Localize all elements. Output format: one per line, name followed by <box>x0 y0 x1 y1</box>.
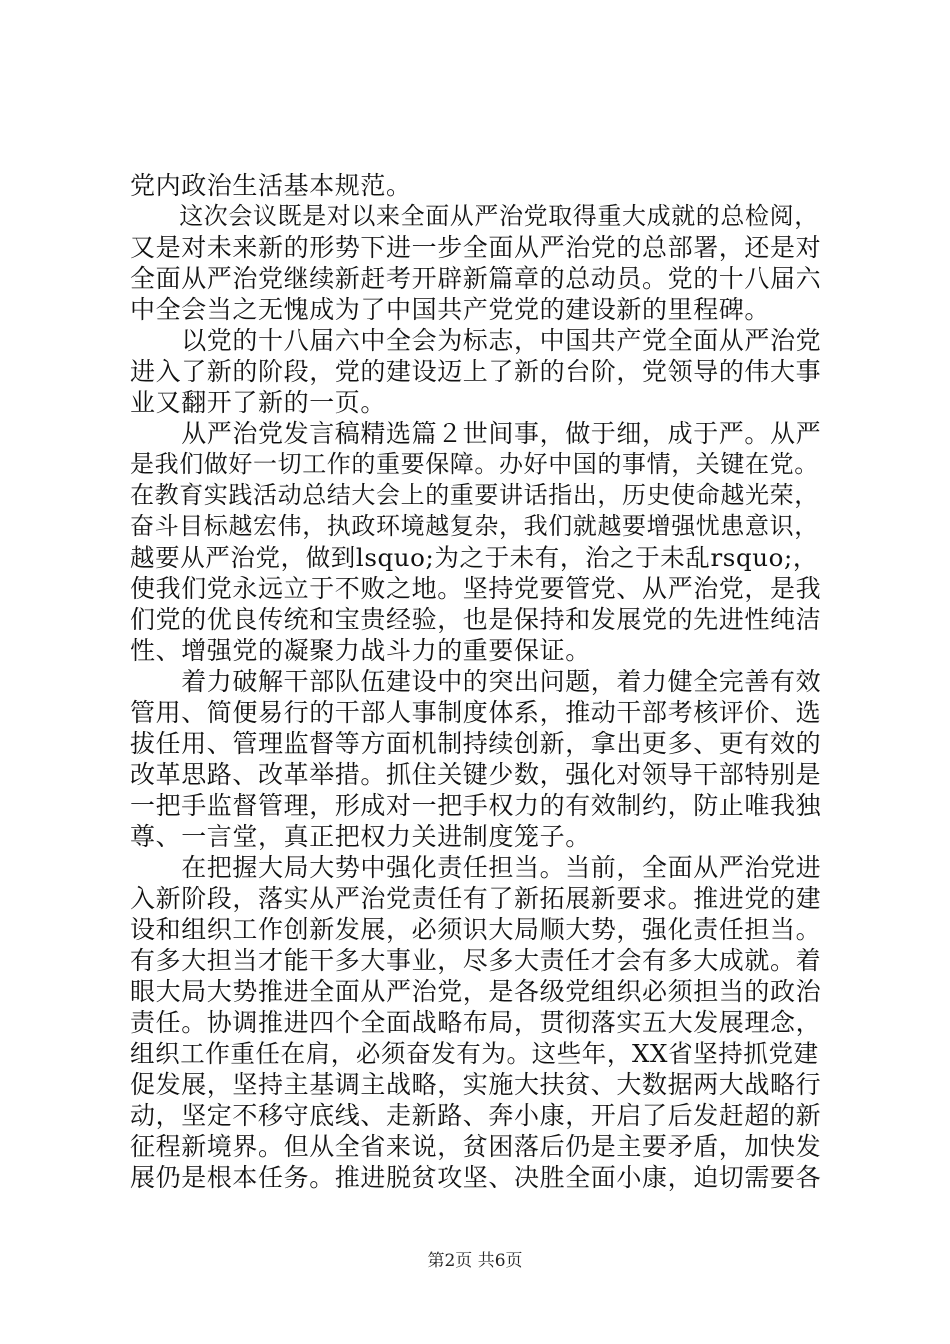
text-line: 管用、简便易行的干部人事制度体系，推动干部考核评价、选 <box>130 698 822 727</box>
text-line: 展仍是根本任务。推进脱贫攻坚、决胜全面小康，迫切需要各 <box>130 1163 822 1192</box>
text-line: 组织工作重任在肩，必须奋发有为。这些年，XX省坚持抓党建 <box>130 1039 819 1068</box>
text-line: 以党的十八届六中全会为标志，中国共产党全面从严治党 <box>130 326 822 355</box>
text-line: 从严治党发言稿精选篇２世间事，做于细，成于严。从严 <box>130 419 822 448</box>
text-line: 是我们做好一切工作的重要保障。办好中国的事情，关键在党。 <box>130 450 819 478</box>
text-line: 全面从严治党继续新赶考开辟新篇章的总动员。党的十八届六 <box>130 264 822 293</box>
text-line: 中全会当之无愧成为了中国共产党党的建设新的里程碑。 <box>130 295 771 324</box>
text-line: 奋斗目标越宏伟，执政环境越复杂，我们就越要增强忧患意识， <box>130 512 819 540</box>
page-number-footer: 第2页 共6页 <box>427 1251 523 1271</box>
text-line: 拔任用、管理监督等方面机制持续创新，拿出更多、更有效的 <box>130 729 822 758</box>
text-line: 尊、一言堂，真正把权力关进制度笼子。 <box>130 822 591 851</box>
text-line: 们党的优良传统和宝贵经验，也是保持和发展党的先进性纯洁 <box>130 605 822 634</box>
text-line: 入新阶段，落实从严治党责任有了新拓展新要求。推进党的建 <box>130 884 822 913</box>
text-line: 在教育实践活动总结大会上的重要讲话指出，历史使命越光荣， <box>130 481 819 509</box>
text-line: 设和组织工作创新发展，必须识大局顺大势，强化责任担当。 <box>130 915 822 944</box>
text-line: 又是对未来新的形势下进一步全面从严治党的总部署，还是对 <box>130 233 822 262</box>
text-line: 促发展，坚持主基调主战略，实施大扶贫、大数据两大战略行 <box>130 1070 822 1099</box>
text-line: 性、增强党的凝聚力战斗力的重要保证。 <box>130 636 591 665</box>
text-line: 责任。协调推进四个全面战略布局，贯彻落实五大发展理念， <box>130 1008 822 1037</box>
text-line: 改革思路、改革举措。抓住关键少数，强化对领导干部特别是 <box>130 760 822 789</box>
text-line: 进入了新的阶段，党的建设迈上了新的台阶，党领导的伟大事 <box>130 357 822 386</box>
text-line: 眼大局大势推进全面从严治党，是各级党组织必须担当的政治 <box>130 977 822 1006</box>
text-line: 动，坚定不移守底线、走新路、奔小康，开启了后发赶超的新 <box>130 1101 822 1130</box>
text-line: 有多大担当才能干多大事业，尽多大责任才会有多大成就。着 <box>130 946 822 975</box>
text-line: 征程新境界。但从全省来说，贫困落后仍是主要矛盾，加快发 <box>130 1132 822 1161</box>
text-line: 这次会议既是对以来全面从严治党取得重大成就的总检阅， <box>130 202 819 230</box>
text-line: 业又翻开了新的一页。 <box>130 388 387 417</box>
text-line: 一把手监督管理，形成对一把手权力的有效制约，防止唯我独 <box>130 791 822 820</box>
document-body <box>130 170 830 1193</box>
text-line: 着力破解干部队伍建设中的突出问题，着力健全完善有效 <box>130 667 822 696</box>
text-line: 党内政治生活基本规范。 <box>130 171 412 200</box>
text-line: 越要从严治党，做到lsquo;为之于未有，治之于未乱rsquo;， <box>130 543 818 572</box>
text-line: 在把握大局大势中强化责任担当。当前，全面从严治党进 <box>130 853 822 882</box>
text-line: 使我们党永远立于不败之地。坚持党要管党、从严治党，是我 <box>130 574 822 603</box>
